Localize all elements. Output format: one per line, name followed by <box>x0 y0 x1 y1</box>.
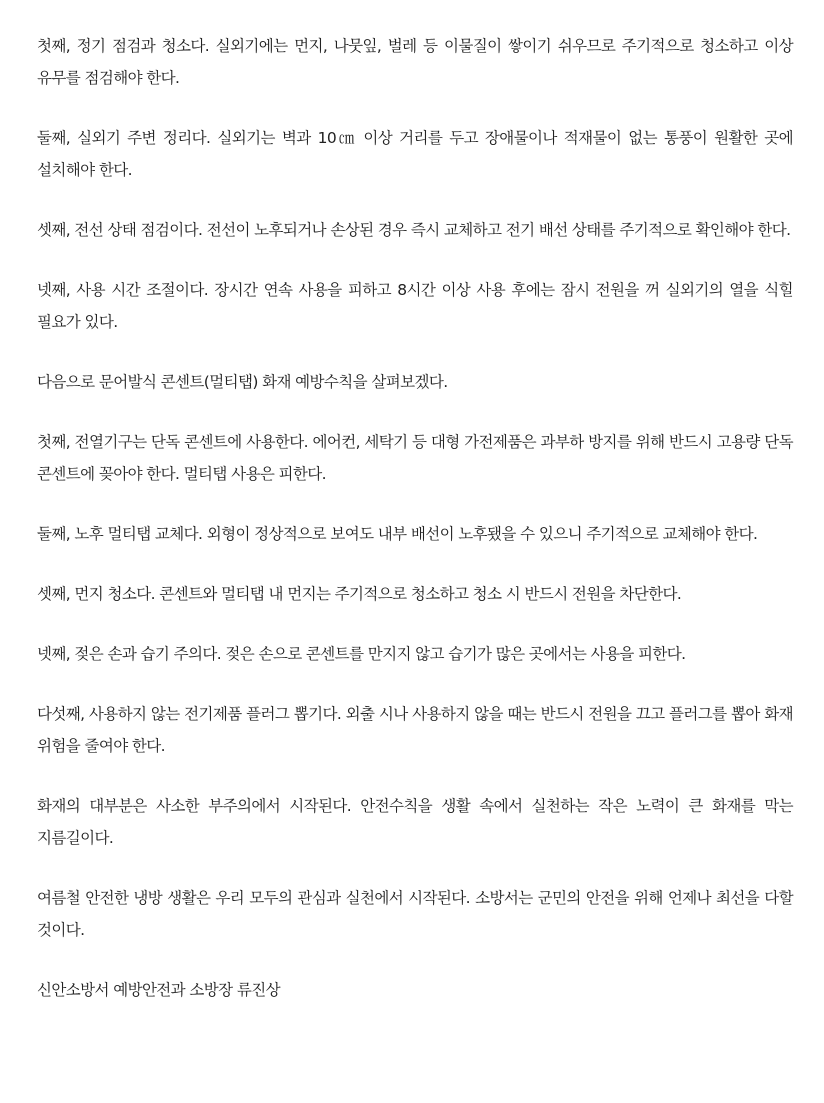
paragraph-unplug: 다섯째, 사용하지 않는 전기제품 플러그 뽑기다. 외출 시나 사용하지 않을 때는 반드시 전원을 끄고 플러그를 뽑아 화재 위험을 줄여야 한다. <box>37 705 793 755</box>
paragraph-wire-inspection: 셋째, 전선 상태 점검이다. 전선이 노후되거나 손상된 경우 즉시 교체하고 전기 배선 상태를 주기적으로 확인해야 한다. <box>37 221 791 239</box>
paragraph-outdoor-unit-cleaning: 첫째, 정기 점검과 청소다. 실외기에는 먼지, 나뭇잎, 벌레 등 이물질이 쌓이기 쉬우므로 주기적으로 청소하고 이상 유무를 점검해야 한다. <box>37 37 793 87</box>
paragraph-old-multitap: 둘째, 노후 멀티탭 교체다. 외형이 정상적으로 보여도 내부 배선이 노후됐을 수 있으니 주기적으로 교체해야 한다. <box>37 525 758 543</box>
paragraph-outdoor-unit-surroundings: 둘째, 실외기 주변 정리다. 실외기는 벽과 10㎝ 이상 거리를 두고 장애물이나 적재물이 없는 통풍이 원활한 곳에 설치해야 한다. <box>37 129 793 179</box>
paragraph-dust-cleaning: 셋째, 먼지 청소다. 콘센트와 멀티탭 내 먼지는 주기적으로 청소하고 청소 시 반드시 전원을 차단한다. <box>37 585 682 603</box>
paragraph-dedicated-outlet: 첫째, 전열기구는 단독 콘센트에 사용한다. 에어컨, 세탁기 등 대형 가전제품은 과부하 방지를 위해 반드시 고용량 단독 콘센트에 꽂아야 한다. 멀티탭 사용은 피한다. <box>37 433 793 483</box>
paragraph-usage-time: 넷째, 사용 시간 조절이다. 장시간 연속 사용을 피하고 8시간 이상 사용 후에는 잠시 전원을 꺼 실외기의 열을 식힐 필요가 있다. <box>37 281 793 331</box>
paragraph-multitap-intro: 다음으로 문어발식 콘센트(멀티탭) 화재 예방수칙을 살펴보겠다. <box>37 373 448 391</box>
paragraph-wet-hands: 넷째, 젖은 손과 습기 주의다. 젖은 손으로 콘센트를 만지지 않고 습기가 많은 곳에서는 사용을 피한다. <box>37 645 686 663</box>
paragraph-conclusion: 화재의 대부분은 사소한 부주의에서 시작된다. 안전수칙을 생활 속에서 실천하는 작은 노력이 큰 화재를 막는 지름길이다. <box>37 797 793 847</box>
paragraph-closing: 여름철 안전한 냉방 생활은 우리 모두의 관심과 실천에서 시작된다. 소방서는 군민의 안전을 위해 언제나 최선을 다할 것이다. <box>37 889 793 939</box>
author-byline: 신안소방서 예방안전과 소방장 류진상 <box>37 981 280 999</box>
article-body <box>37 30 793 1006</box>
